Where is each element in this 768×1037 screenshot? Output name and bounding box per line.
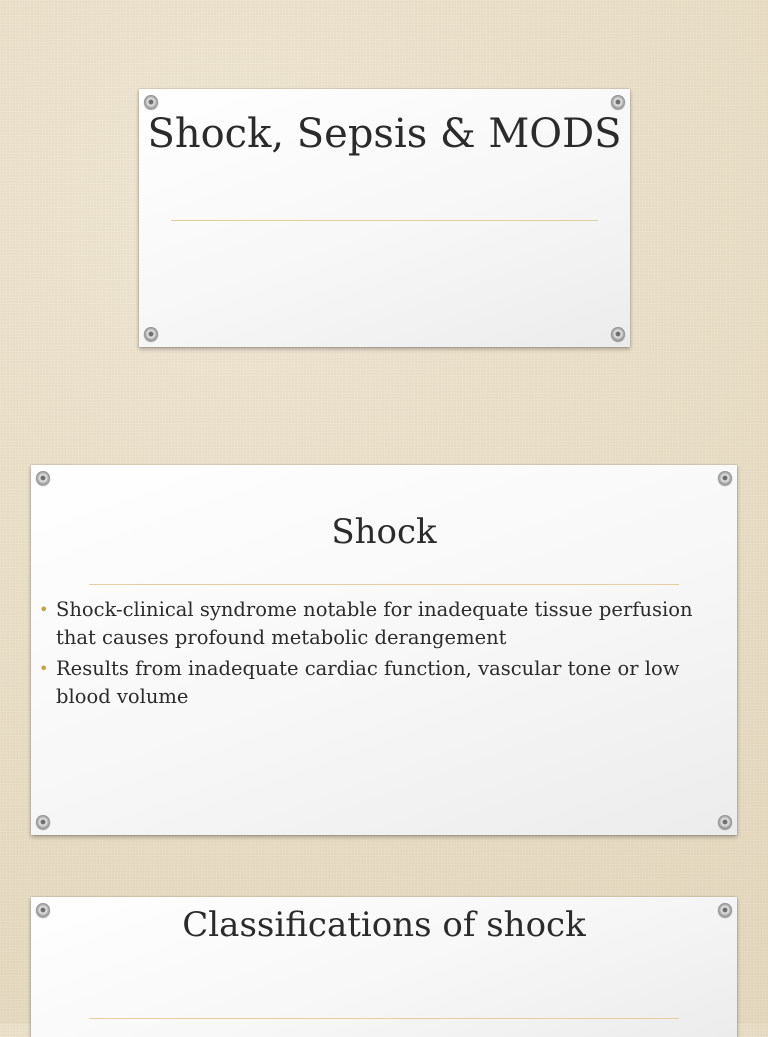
grommet-icon [611,327,625,341]
bullet-item [39,655,729,711]
bullet-text: Results from inadequate cardiac function, vascular tone or low blood volume [56,657,680,708]
grommet-icon [144,95,158,109]
slide-title-text: Shock, Sepsis & MODS [147,111,622,157]
bullet-item [39,596,729,652]
bullet-text: Shock-clinical syndrome notable for inadequate tissue perfusion that causes profound metabolic derangement [56,598,693,649]
grommet-icon [611,95,625,109]
title-divider [171,220,598,221]
bullet-list [39,596,729,714]
slide-shock [31,465,737,835]
title-divider [89,584,679,585]
title-divider [89,1018,679,1019]
slide-title-text: Classifications of shock [182,905,586,945]
grommet-icon [718,815,732,829]
grommet-icon [718,471,732,485]
grommet-icon [144,327,158,341]
slide-title [139,89,630,347]
bullet-icon: • [39,659,49,678]
bullet-icon: • [39,600,49,619]
grommet-icon [36,471,50,485]
slide-title-text: Shock [331,512,437,552]
slide-classifications [31,897,737,1037]
grommet-icon [36,815,50,829]
